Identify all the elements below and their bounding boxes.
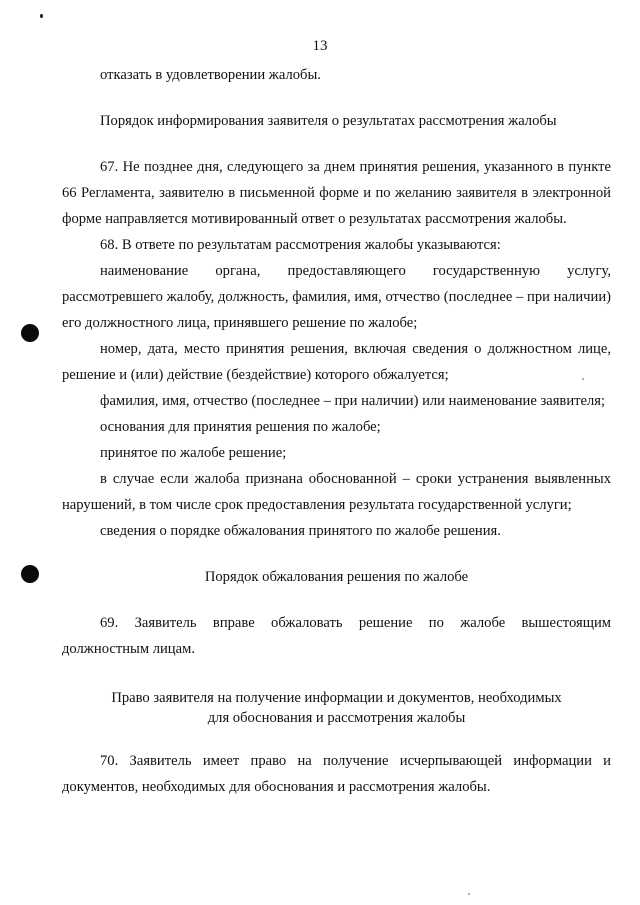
- paragraph-refuse: отказать в удовлетворении жалобы.: [100, 67, 321, 83]
- list-item-authority: наименование органа, предоставляющего государственную услугу, рассмотревшего жалобу, должность, фамилия, имя, отчество (последнее – при наличии) его должностного лица, принявшего решение по жалобе;: [62, 263, 611, 331]
- spacer: [62, 134, 611, 154]
- list-item-decision-details: номер, дата, место принятия решения, включая сведения о должностном лице, решение и (или) действие (бездействие) которого обжалуется;: [62, 341, 611, 383]
- paragraph-69: 69. Заявитель вправе обжаловать решение по жалобе вышестоящим должностным лицам.: [62, 615, 611, 657]
- heading-appeal: Порядок обжалования решения по жалобе: [204, 569, 469, 585]
- heading-right-line-2: для обоснования и рассмотрения жалобы: [207, 710, 466, 726]
- list-item-grounds: основания для принятия решения по жалобе;: [100, 419, 381, 435]
- list-item-appeal-procedure: сведения о порядке обжалования принятого по жалобе решения.: [100, 523, 501, 539]
- heading-right-line-1: Право заявителя на получение информации и документов, необходимых: [111, 690, 562, 706]
- list-item-deadlines: в случае если жалоба признана обоснованной – сроки устранения выявленных нарушений, в том числе срок предоставления результата государственной услуги;: [62, 471, 611, 513]
- scan-speck: [40, 14, 43, 18]
- heading-inform: Порядок информирования заявителя о результатах рассмотрения жалобы: [100, 113, 557, 129]
- heading-right-to-information: [62, 688, 611, 728]
- spacer: [62, 590, 611, 610]
- spacer: [62, 662, 611, 688]
- spacer: [62, 728, 611, 748]
- spacer: [62, 88, 611, 108]
- paragraph-68: 68. В ответе по результатам рассмотрения жалобы указываются:: [100, 237, 501, 253]
- list-item-decision: принятое по жалобе решение;: [100, 445, 287, 461]
- scan-speck: [468, 893, 470, 895]
- spacer: [62, 544, 611, 564]
- punch-hole-mark: [21, 324, 39, 342]
- page-number: 13: [312, 38, 328, 54]
- list-item-applicant-name: фамилия, имя, отчество (последнее – при наличии) или наименование заявителя;: [100, 393, 606, 409]
- paragraph-70: 70. Заявитель имеет право на получение исчерпывающей информации и документов, необходимых для обоснования и рассмотрения жалобы.: [62, 753, 611, 795]
- paragraph-67: 67. Не позднее дня, следующего за днем принятия решения, указанного в пункте 66 Регламента, заявителю в письменной форме и по желанию заявителя в электронной форме направляется мотивированный ответ о результатах рассмотрения жалобы.: [62, 159, 611, 227]
- punch-hole-mark: [21, 565, 39, 583]
- document-body: [62, 62, 611, 800]
